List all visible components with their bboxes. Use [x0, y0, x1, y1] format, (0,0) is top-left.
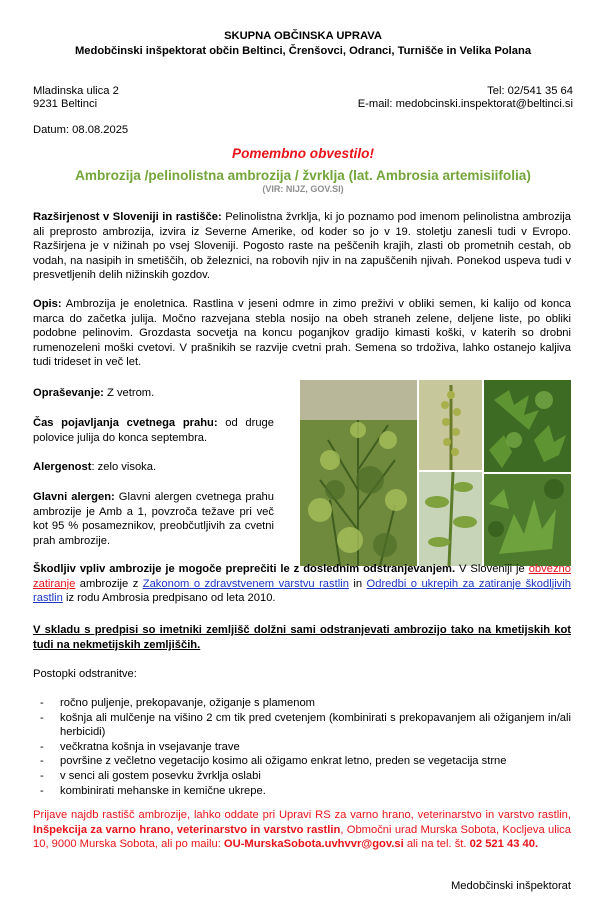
ragweed-photo-collage — [300, 380, 571, 566]
procedures-title: Postopki odstranitve: — [33, 668, 137, 680]
list-item: - kombinirati mehanske in kemične ukrepe. — [33, 784, 571, 799]
ragweed-leaf-closeup-photo — [484, 474, 571, 566]
ragweed-stem-photo — [419, 472, 482, 566]
procedures-list — [33, 696, 571, 798]
pollination-paragraph — [33, 386, 274, 401]
mandatory-eradication-link[interactable]: obvezno zatiranje — [33, 563, 571, 590]
flowering-time-paragraph — [33, 416, 274, 445]
harm-text-4: iz rodu Ambrosia predpisano od leta 2010. — [62, 592, 276, 605]
report-phone: 02 521 43 40. — [469, 838, 539, 851]
harm-text-1: V Sloveniji je — [455, 563, 529, 575]
pollination-label: Opraševanje: — [33, 387, 104, 399]
address-city: 9231 Beltinci — [33, 98, 98, 110]
report-text-2: , Območni urad Murska Sobota, Kocljeva ulica 10, 9000 Murska Sobota, ali po mailu: — [33, 823, 571, 851]
allergenicity-label: Alergenost — [33, 461, 92, 473]
ragweed-plant-photo — [300, 380, 417, 566]
law-statement: V skladu s predpisi so imetniki zemljišč dolžni sami odstranjevati ambrozijo tako na kmetijskih kot tudi na nekmetijskih zemljiščih. — [33, 624, 571, 651]
org-title: SKUPNA OBČINSKA UPRAVA — [224, 30, 382, 42]
source-note: (VIR: NIJZ, GOV.SI) — [262, 184, 344, 194]
list-item: - površine z večletno vegetacijo kosimo ali ožigamo enkrat letno, preden se vegetacija strne — [33, 754, 571, 769]
phone-number: Tel: 02/541 35 64 — [487, 85, 573, 97]
report-email[interactable]: OU-MurskaSobota.uvhvvr@gov.si — [223, 838, 404, 851]
spread-label: Razširjenost v Sloveniji in rastišče: — [33, 211, 222, 223]
spread-paragraph — [33, 210, 571, 283]
pollination-text: Z vetrom. — [103, 387, 155, 399]
notice-heading: Pomembno obvestilo! — [232, 146, 374, 161]
org-subtitle: Medobčinski inšpektorat občin Beltinci, Črenšovci, Odranci, Turnišče in Velika Polana — [74, 45, 532, 57]
description-text: Ambrozija je enoletnica. Rastlina v jeseni odmre in zimo preživi v obliki semen, ki kalijo od konca marca do začetka julija. Močno razvejana stebla nosijo na obeh straneh zelene, deljene liste, po obliki podobne pelinovim. Grozdasta socvetja na koncu poganjkov gradijo kimasti koški, v katerih so drobni rumenozeleni moški cvetovi. V prašnikih se razvije cvetni prah. Semena so trdoživa, lahko ostanejo kaljiva tudi trideset in več let. — [33, 298, 571, 369]
list-item: - v senci ali gostem posevku žvrklja oslabi — [33, 769, 571, 784]
harm-text-3: in — [348, 577, 367, 590]
description-paragraph — [33, 297, 571, 370]
main-allergen-text: Glavni alergen cvetnega prahu ambrozije je Amb a 1, povzroča težave pri več kot 95 % posameznikov, preobčutljivih za cvetni prah ambrozije. — [33, 491, 274, 547]
document-date: Datum: 08.08.2025 — [33, 124, 129, 136]
main-allergen-paragraph — [33, 490, 274, 548]
allergenicity-paragraph — [33, 460, 274, 475]
report-inspection-name: Inšpekcija za varno hrano, veterinarstvo in varstvo rastlin — [33, 823, 341, 836]
spread-text: Pelinolistna žvrklja, ki jo poznamo pod imenom pelinolistna ambrozija ali preprosto ambrozija, izvira iz Severne Amerike, od koder so jo v 19. stoletju zanesli tudi v Evropo. Razširjena je v nižinah po vsej Sloveniji. Pogosto raste na peščenih krajih, zlasti ob prometnih cestah, ob vodah, na nasipih in smetiščih, ob železnici, na robovih njiv in na zapuščenih njivah. Ponekod uspeva tudi v presvetljenih delih nižinskih gozdov. — [33, 211, 571, 282]
ragweed-leaves-photo — [484, 380, 571, 472]
harm-text-2: ambrozije z — [75, 577, 143, 590]
plant-title: Ambrozija /pelinolistna ambrozija / žvrklja (lat. Ambrosia artemisiifolia) — [75, 168, 531, 183]
main-allergen-label: Glavni alergen: — [33, 491, 115, 503]
report-text-3: ali na tel. št. — [403, 838, 470, 851]
harm-paragraph — [33, 562, 571, 606]
harmful-plants-decree-link[interactable]: Odredbi o ukrepih za zatiranje škodljivih rastlin — [33, 577, 571, 605]
address-street: Mladinska ulica 2 — [33, 85, 119, 97]
list-item: - košnja ali mulčenje na višino 2 cm tik pred cvetenjem (kombinirati s prekopavanjem ali ožiganjem in/ali herbicidi) — [33, 711, 571, 740]
flowering-time-text: od druge polovice julija do konca septembra. — [33, 417, 274, 444]
description-label: Opis: — [33, 298, 62, 310]
plant-health-law-link[interactable]: Zakonom o zdravstvenem varstvu rastlin — [142, 577, 349, 590]
list-item: - večkratna košnja in vsejavanje trave — [33, 740, 571, 755]
harm-bold-text: Škodljiv vpliv ambrozije je mogoče preprečiti le z doslednim odstranjevanjem. — [33, 563, 456, 575]
report-text-1: Prijave najdb rastišč ambrozije, lahko oddate pri Upravi RS za varno hrano, veterinarstvo in varstvo rastlin, — [33, 809, 571, 821]
report-paragraph — [33, 808, 571, 852]
signature: Medobčinski inšpektorat — [450, 880, 571, 892]
ragweed-flower-spike-photo — [419, 380, 482, 470]
list-item: - ročno puljenje, prekopavanje, ožiganje s plamenom — [33, 696, 571, 711]
flowering-time-label: Čas pojavljanja cvetnega prahu: — [33, 417, 218, 429]
allergenicity-text: : zelo visoka. — [91, 461, 157, 473]
email-address: E-mail: medobcinski.inspektorat@beltinci.si — [357, 98, 573, 110]
